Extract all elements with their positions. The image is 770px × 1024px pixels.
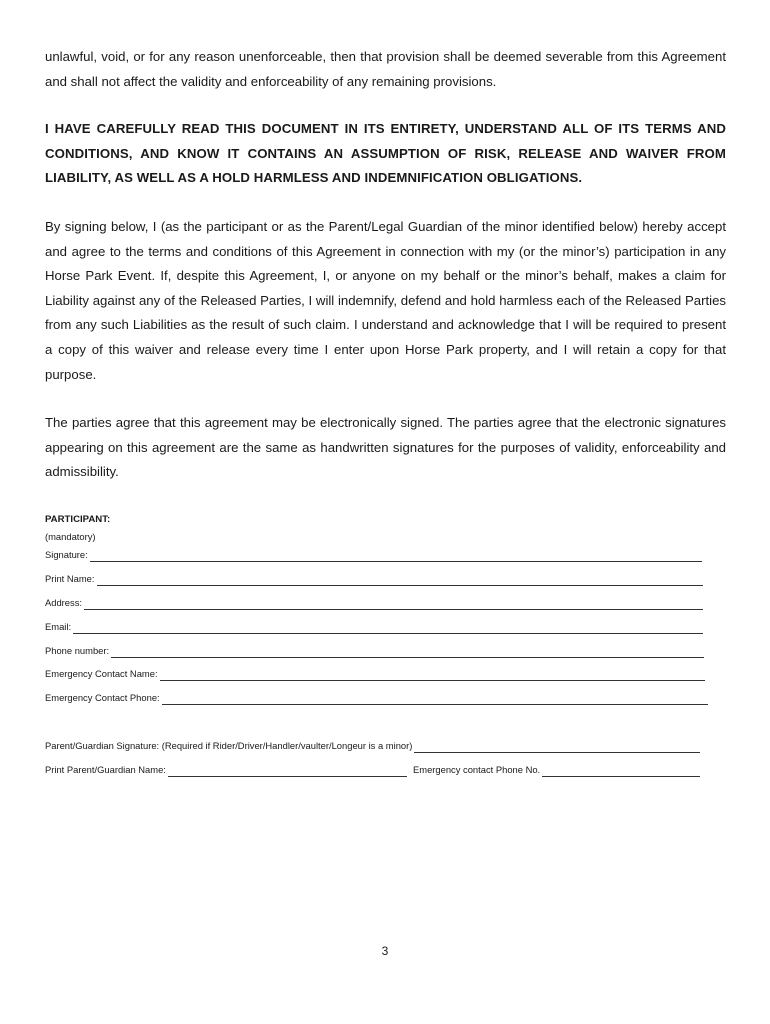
paragraph-indemnification: By signing below, I (as the participant or as the Parent/Legal Guardian of the minor identified below) hereby accept and agree to the terms and conditions of this Agreement in connection with my (or the minor’s) participation in any Horse Park Event. If, despite this Agreement, I, or anyone on my behalf or the minor’s behalf, makes a claim for Liability against any of the Released Parties, I will indemnify, defend and hold harmless each of the Released Parties from any such Liabilities as the result of such claim. I understand and acknowledge that I will be required to present a copy of this waiver and release every time I enter upon Horse Park property, and I will retain a copy for that purpose. xyxy=(45,219,726,382)
participant-heading: PARTICIPANT: xyxy=(45,514,111,525)
paragraph-electronic-signature: The parties agree that this agreement may be electronically signed. The parties agree that the electronic signatures appearing on this agreement are the same as handwritten signatures for the purposes of validity, enforceability and admissibility. xyxy=(45,415,726,480)
participant-subheading: (mandatory) xyxy=(45,531,96,542)
address-line[interactable] xyxy=(84,599,703,610)
paragraph-acknowledgement: I HAVE CAREFULLY READ THIS DOCUMENT IN ITS ENTIRETY, UNDERSTAND ALL OF ITS TERMS AND CONDITIONS, AND KNOW IT CONTAINS AN ASSUMPTION OF RISK, RELEASE AND WAIVER FROM LIABILITY, AS WELL AS A HOLD HARMLESS AND INDEMNIFICATION OBLIGATIONS. xyxy=(45,121,726,186)
address-field[interactable] xyxy=(45,596,703,610)
signature-line[interactable] xyxy=(90,551,702,562)
paragraph-severability: unlawful, void, or for any reason unenforceable, then that provision shall be deemed severable from this Agreement and shall not affect the validity and enforceability of any remaining provisions. xyxy=(45,49,726,89)
emergency-name-line[interactable] xyxy=(160,670,705,681)
guardian-name-line[interactable] xyxy=(168,766,407,777)
phone-field[interactable] xyxy=(45,644,704,658)
guardian-name-label: Print Parent/Guardian Name: xyxy=(45,764,166,775)
signature-label: Signature: xyxy=(45,549,88,560)
emergency-phone-no-label: Emergency contact Phone No. xyxy=(413,764,541,775)
signature-field[interactable] xyxy=(45,548,702,562)
email-label: Email: xyxy=(45,621,72,632)
emergency-phone-label: Emergency Contact Phone: xyxy=(45,692,160,703)
guardian-signature-label: Parent/Guardian Signature: (Required if Rider/Driver/Handler/vaulter/Longeur is a minor) xyxy=(45,740,413,751)
page-number: 3 xyxy=(381,944,389,958)
address-label: Address: xyxy=(45,597,82,608)
emergency-phone-line[interactable] xyxy=(162,694,708,705)
print-name-label: Print Name: xyxy=(45,573,95,584)
phone-label: Phone number: xyxy=(45,645,110,656)
emergency-phone-field[interactable] xyxy=(45,691,708,705)
emergency-phone-no-field[interactable] xyxy=(413,763,700,777)
guardian-signature-line[interactable] xyxy=(414,742,700,753)
emergency-name-field[interactable] xyxy=(45,667,705,681)
email-line[interactable] xyxy=(73,623,703,634)
guardian-name-field[interactable] xyxy=(45,763,407,777)
emergency-phone-no-line[interactable] xyxy=(542,766,700,777)
print-name-field[interactable] xyxy=(45,572,703,586)
emergency-name-label: Emergency Contact Name: xyxy=(45,668,158,679)
phone-line[interactable] xyxy=(111,647,704,658)
guardian-signature-field[interactable] xyxy=(45,739,700,753)
print-name-line[interactable] xyxy=(97,575,704,586)
email-field[interactable] xyxy=(45,620,703,634)
